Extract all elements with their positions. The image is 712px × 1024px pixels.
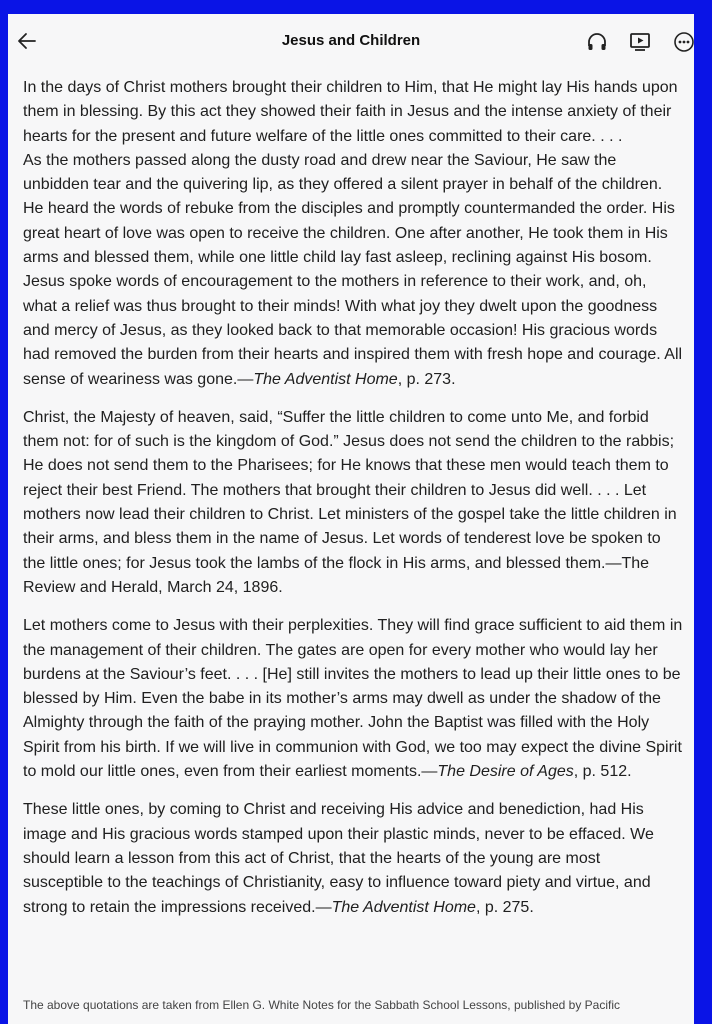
reading-content — [23, 76, 683, 934]
source-title: The Desire of Ages — [437, 763, 574, 781]
play-video-icon — [629, 31, 651, 53]
presentation-button[interactable] — [627, 29, 653, 55]
footer-note-partial: The above quotations are taken from Ellen G. White Notes for the Sabbath School Lessons, published by Pacific — [23, 998, 621, 1012]
headphones-icon — [586, 31, 608, 53]
top-bar — [8, 14, 694, 72]
more-options-icon — [673, 31, 694, 53]
paragraph: These little ones, by coming to Christ and receiving His advice and benediction, had His image and His gracious words stamped upon their plastic minds, never to be effaced. We should learn a lesson from this act of Christ, that the hearts of the young are most susceptible to the teachings of Christianity, easy to influence toward piety and virtue, and strong to retain the impressions received.—The Adventist Home, p. 275. — [23, 801, 654, 916]
page-title: Jesus and Children — [281, 32, 421, 49]
source-title: The Adventist Home — [253, 370, 398, 388]
source-title: The Adventist Home — [331, 898, 476, 916]
paragraph: In the days of Christ mothers brought their children to Him, that He might lay His hands upon them in blessing. By this act they showed their faith in Jesus and the intense anxiety of their hearts for the present and future welfare of the little ones committed to their care. . . . — [23, 79, 678, 145]
listen-button[interactable] — [584, 29, 610, 55]
paragraph: As the mothers passed along the dusty road and drew near the Saviour, He saw the unbidden tear and the quivering lip, as they offered a silent prayer in behalf of the children. He heard the words of rebuke from the disciples and promptly countermanded the order. His great heart of love was open to receive the children. One after another, He took them in His arms and blessed them, while one little child lay fast asleep, reclining against His bosom. Jesus spoke words of encouragement to the mothers in reference to their work, and, oh, what a relief was thus brought to their minds! With what joy they dwelt upon the goodness and mercy of Jesus, as they looked back to that memorable occasion! His gracious words had removed the burden from their hearts and inspired them with fresh hope and courage. All sense of weariness was gone.—The Adventist Home, p. 273. — [23, 151, 683, 388]
app-window — [8, 14, 694, 1024]
more-button[interactable] — [671, 29, 694, 55]
paragraph: Christ, the Majesty of heaven, said, “Suffer the little children to come unto Me, and forbid them not: for of such is the kingdom of God.” Jesus does not send the children to the rabbis; He does not send them to the Pharisees; for He knows that these men would teach them to reject their best Friend. The mothers that brought their children to Jesus did well. . . . Let mothers now lead their children to Christ. Let ministers of the gospel take the little children in their arms, and bless them in the name of Jesus. Let words of tenderest love be spoken to the little ones; for Jesus took the lambs of the flock in His arms, and blessed them.—The Review and Herald, March 24, 1896. — [23, 408, 677, 596]
paragraph: Let mothers come to Jesus with their perplexities. They will find grace sufficient to aid them in the management of their children. The gates are open for every mother who would lay her burdens at the Saviour’s feet. . . . [He] still invites the mothers to lead up their little ones to be blessed by Him. Even the babe in its mother’s arms may dwell as under the shadow of the Almighty through the faith of the praying mother. John the Baptist was filled with the Holy Spirit from his birth. If we will live in communion with God, we too may expect the divine Spirit to mold our little ones, even from their earliest moments.—The Desire of Ages, p. 512. — [23, 617, 683, 781]
